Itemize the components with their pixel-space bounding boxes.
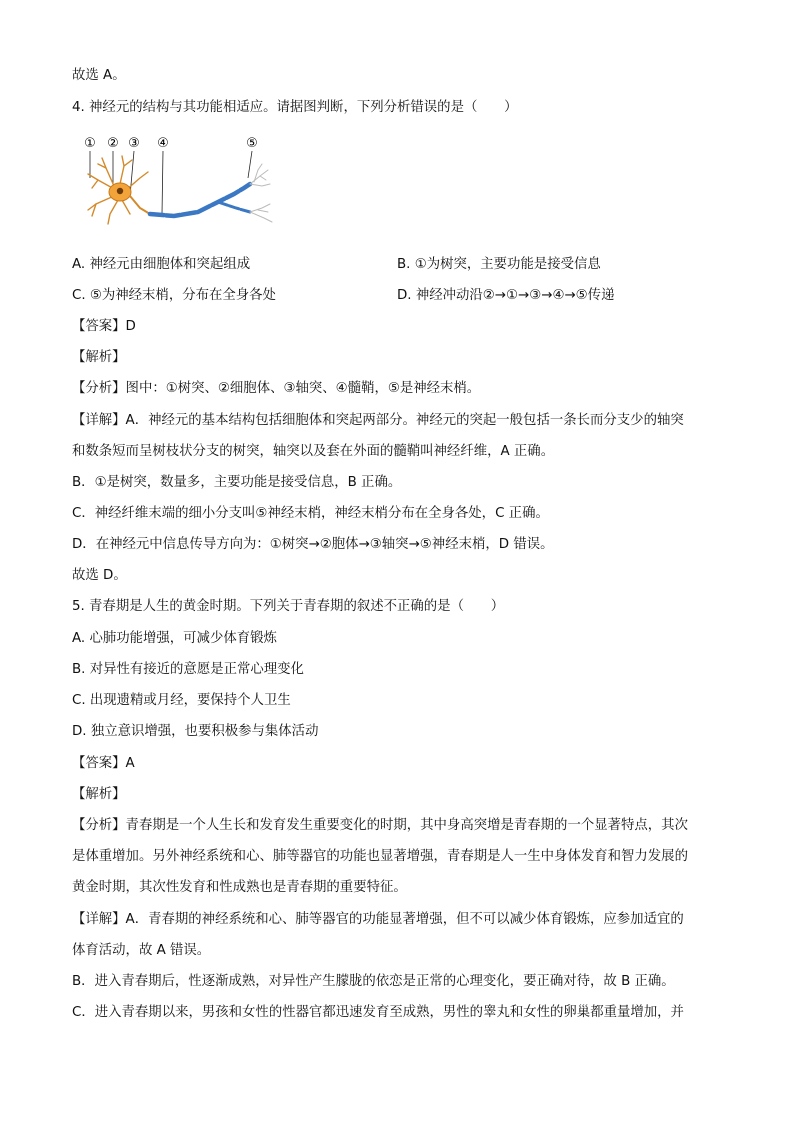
question-5-stem: 5. 青春期是人生的黄金时期。下列关于青春期的叙述不正确的是（ ） xyxy=(72,599,505,614)
q5-analysis-line-1: 【分析】青春期是一个人生长和发育发生重要变化的时期，其中身高突增是青春期的一个显著特点，其次 xyxy=(72,818,688,833)
neuron-label-5: ⑤ xyxy=(246,136,258,151)
q4-analysis-heading: 【解析】 xyxy=(72,350,126,365)
neuron-label-1: ① xyxy=(84,136,96,151)
neuron-diagram xyxy=(78,132,278,232)
q4-conclusion: 故选 D。 xyxy=(72,568,127,583)
q4-answer: 【答案】D xyxy=(72,319,136,334)
q5-answer: 【答案】A xyxy=(72,756,135,771)
q4-detail-line-2: 和数条短而呈树枝状分支的树突，轴突以及套在外面的髓鞘叫神经纤维，A 正确。 xyxy=(72,444,555,459)
q4-detail-b: B．①是树突，数量多，主要功能是接受信息，B 正确。 xyxy=(72,475,402,490)
q5-analysis-line-2: 是体重增加。另外神经系统和心、肺等器官的功能也显著增强，青春期是人一生中身体发育和智力发展的 xyxy=(72,849,688,864)
q4-option-c: C. ⑤为神经末梢，分布在全身各处 xyxy=(72,288,276,303)
q4-option-d: D. 神经冲动沿②→①→③→④→⑤传递 xyxy=(397,288,615,303)
question-4-stem: 4. 神经元的结构与其功能相适应。请据图判断，下列分析错误的是（ ） xyxy=(72,100,518,115)
q4-detail-d: D．在神经元中信息传导方向为：①树突→②胞体→③轴突→⑤神经末梢，D 错误。 xyxy=(72,537,554,552)
q4-option-a: A. 神经元由细胞体和突起组成 xyxy=(72,257,251,272)
q5-option-c: C. 出现遗精或月经，要保持个人卫生 xyxy=(72,693,291,708)
q4-analysis: 【分析】图中：①树突、②细胞体、③轴突、④髓鞘，⑤是神经末梢。 xyxy=(72,381,481,396)
q5-detail-line-1: 【详解】A．青春期的神经系统和心、肺等器官的功能显著增强，但不可以减少体育锻炼，应参加适宜的 xyxy=(72,912,684,927)
neuron-label-4: ④ xyxy=(157,136,169,151)
q5-detail-c: C．进入青春期以来，男孩和女性的性器官都迅速发育至成熟，男性的睾丸和女性的卵巢都重量增加，并 xyxy=(72,1005,684,1020)
q5-option-d: D. 独立意识增强，也要积极参与集体活动 xyxy=(72,724,319,739)
q5-analysis-line-3: 黄金时期，其次性发育和性成熟也是青春期的重要特征。 xyxy=(72,880,407,895)
text-line: 故选 A。 xyxy=(72,68,126,83)
q5-analysis-heading: 【解析】 xyxy=(72,787,126,802)
q5-option-a: A. 心肺功能增强，可减少体育锻炼 xyxy=(72,631,277,646)
q5-detail-b: B．进入青春期后，性逐渐成熟，对异性产生朦胧的依恋是正常的心理变化，要正确对待，故 B 正确。 xyxy=(72,974,675,989)
q4-detail-c: C．神经纤维末端的细小分支叫⑤神经末梢，神经末梢分布在全身各处，C 正确。 xyxy=(72,506,549,521)
q4-detail-line-1: 【详解】A．神经元的基本结构包括细胞体和突起两部分。神经元的突起一般包括一条长而分支少的轴突 xyxy=(72,413,684,428)
q5-detail-line-2: 体育活动，故 A 错误。 xyxy=(72,943,211,958)
q4-option-b: B. ①为树突，主要功能是接受信息 xyxy=(397,257,601,272)
q5-option-b: B. 对异性有接近的意愿是正常心理变化 xyxy=(72,662,304,677)
neuron-label-3: ③ xyxy=(128,136,140,151)
neuron-label-2: ② xyxy=(107,136,119,151)
